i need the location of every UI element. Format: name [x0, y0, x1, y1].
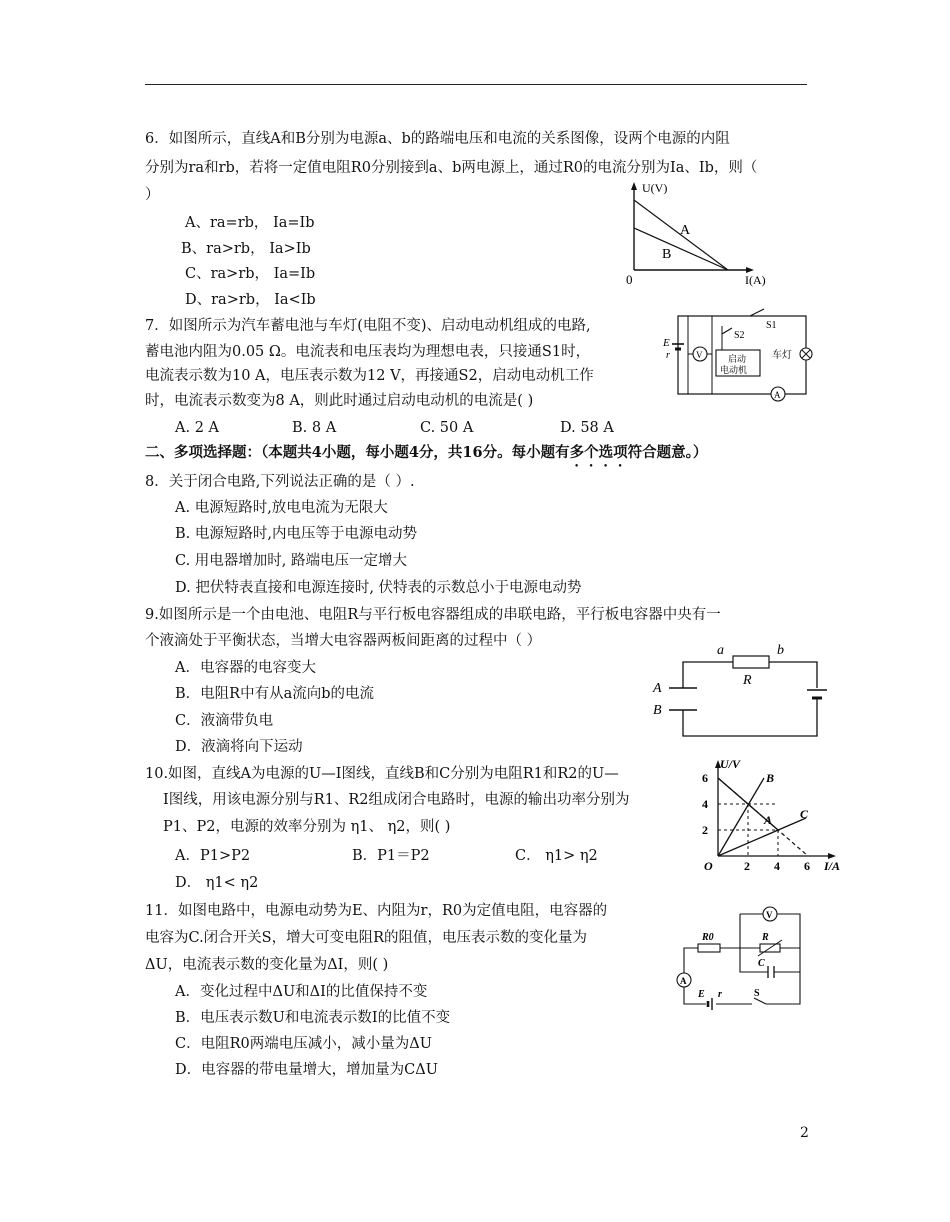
q10-ytick-2: 2 — [702, 823, 708, 837]
q6-label-b: B — [662, 247, 672, 262]
q7-stem-line1: 7．如图所示为汽车蓄电池与车灯(电阻不变)、启动电动机组成的电路, — [145, 318, 591, 334]
q10-stem-line2: I图线，用该电源分别与R1、R2组成闭合电路时，电源的输出功率分别为 — [163, 792, 630, 808]
q11-option-b: B．电压表示数U和电流表示数I的比值不变 — [175, 1010, 451, 1026]
q11-switch-label: S — [754, 988, 760, 999]
q7-option-d: D. 58 A — [560, 420, 614, 436]
q11-R-label: R — [762, 932, 769, 943]
q10-line-c — [718, 818, 806, 856]
page-number: 2 — [800, 1125, 809, 1141]
q6-option-a: A、ra=rb， Ia=Ib — [185, 215, 315, 231]
q6-stem-line1: 6．如图所示，直线A和B分别为电源a、b的路端电压和电流的关系图像，设两个电源的内阻 — [145, 131, 730, 147]
q9-circuit — [645, 640, 835, 745]
q6-option-d: D、ra>rb， Ia<Ib — [185, 292, 316, 308]
q10-xtick-6: 6 — [804, 859, 810, 873]
q8-option-b: B. 电源短路时,内电压等于电源电动势 — [175, 526, 417, 542]
q6-option-c: C、ra>rb， Ia=Ib — [185, 266, 316, 282]
q11-option-c: C．电阻R0两端电压减小，减小量为ΔU — [175, 1036, 432, 1052]
q11-circuit — [668, 900, 818, 1012]
q10-xtick-2: 2 — [744, 859, 750, 873]
q9-label-b: b — [777, 643, 784, 658]
q11-stem-line3: ΔU，电流表示数的变化量为ΔI，则( ) — [145, 957, 389, 973]
q11-stem-line2: 电容为C.闭合开关S，增大可变电阻R的阻值，电压表示数的变化量为 — [145, 930, 588, 946]
q7-stem-line4: 时，电流表示数变为8 A，则此时通过启动电动机的电流是( ) — [145, 393, 534, 409]
q7-switch-s2 — [722, 328, 732, 334]
q10-label-a: A — [764, 813, 773, 827]
q7-circuit — [660, 306, 820, 406]
q9-resistor — [733, 656, 769, 668]
q10-option-c: C． η1> η2 — [515, 848, 598, 864]
section2-heading: 二、多项选择题：（本题共4小题，每小题4分，共16分。每小题有多个选项符合题意。） — [145, 444, 708, 461]
q11-ammeter-label: A — [680, 976, 687, 986]
q10-ytick-4: 4 — [702, 797, 708, 811]
q10-xtick-4: 4 — [774, 859, 780, 873]
q10-line-b — [718, 778, 764, 856]
q7-option-a: A. 2 A — [175, 420, 219, 436]
q9-label-R: R — [743, 673, 752, 688]
q10-stem-line1: 10.如图，直线A为电源的U—I图线，直线B和C分别为电阻R1和R2的U— — [145, 766, 619, 782]
q7-stem-line3: 电流表示数为10 A，电压表示数为12 V，再接通S2，启动电动机工作 — [145, 368, 594, 384]
q7-stem-line2: 蓄电池内阻为0.05 Ω。电流表和电压表均为理想电表，只接通S1时， — [145, 344, 591, 360]
q11-voltmeter-label: V — [766, 910, 773, 920]
q7-s1-label: S1 — [766, 320, 777, 331]
q10-stem-line3: P1、P2，电源的效率分别为 η1、 η2，则( ) — [163, 819, 451, 835]
q7-lamp-label: 车灯 — [772, 350, 792, 361]
q10-label-c: C — [800, 807, 809, 821]
q8-option-d: D. 把伏特表直接和电源连接时, 伏特表的示数总小于电源电动势 — [175, 580, 582, 596]
q7-emf-label: E — [663, 337, 670, 349]
q9-option-a: A．电容器的电容变大 — [175, 660, 316, 676]
q6-y-arrow — [631, 182, 637, 190]
q9-option-c: C．液滴带负电 — [175, 713, 274, 729]
q8-option-c: C. 用电器增加时, 路端电压一定增大 — [175, 553, 408, 569]
q11-stem-line1: 11．如图电路中，电源电动势为E、内阻为r，R0为定值电阻，电容器的 — [145, 903, 608, 919]
q11-r0 — [698, 944, 720, 952]
q7-motor-line2: 电动机 — [720, 365, 748, 375]
q7-switch-s1 — [750, 309, 764, 316]
q11-emf-label: E — [698, 989, 705, 1000]
q10-origin: O — [704, 859, 713, 873]
q9-option-b: B．电阻R中有从a流向b的电流 — [175, 686, 374, 702]
q11-option-a: A．变化过程中ΔU和ΔI的比值保持不变 — [175, 984, 428, 1000]
q7-option-b: B. 8 A — [292, 420, 337, 436]
q6-x-label: I(A) — [745, 273, 766, 287]
q10-label-b: B — [766, 771, 775, 785]
q7-motor-line1: 启动 — [728, 354, 747, 364]
q6-stem-line3: ） — [145, 187, 160, 203]
q9-stem-line1: 9.如图所示是一个由电池、电阻R与平行板电容器组成的串联电路，平行板电容器中央有一 — [145, 607, 721, 623]
q8-option-a: A. 电源短路时,放电电流为无限大 — [175, 500, 388, 516]
q7-option-c: C. 50 A — [420, 420, 474, 436]
q7-ammeter-label: A — [774, 390, 781, 400]
q9-option-d: D．液滴将向下运动 — [175, 739, 303, 755]
q10-y-label: U/V — [720, 757, 741, 771]
q10-ytick-6: 6 — [702, 771, 708, 785]
q7-s2-label: S2 — [734, 330, 745, 341]
header-rule — [145, 84, 807, 85]
q6-origin: 0 — [626, 272, 633, 287]
q6-stem-line2: 分别为ra和rb，若将一定值电阻R0分别接到a、b两电源上，通过R0的电流分别为Ia、Ib，则（ — [145, 160, 758, 176]
q6-y-label: U(V) — [642, 181, 668, 195]
q7-voltmeter-label: V — [696, 350, 703, 360]
q11-r-label: r — [718, 989, 722, 1000]
q11-option-d: D．电容器的带电量增大，增加量为CΔU — [175, 1062, 438, 1078]
q9-bottom-wire — [683, 704, 817, 736]
q10-option-a: A．P1>P2 — [175, 848, 251, 864]
q10-x-label: I/A — [824, 859, 841, 873]
q10-option-b: B．P1＝P2 — [352, 848, 430, 864]
q6-option-b: B、ra>rb， Ia>Ib — [181, 241, 311, 257]
q7-r-label: r — [666, 350, 670, 361]
q11-C-label: C — [758, 958, 765, 969]
q8-stem: 8．关于闭合电路,下列说法正确的是（ ）. — [145, 474, 415, 490]
q9-label-a: a — [717, 643, 724, 658]
q11-r0-label: R0 — [702, 932, 714, 943]
q10-option-d: D． η1< η2 — [175, 875, 259, 891]
q6-ui-graph — [620, 180, 790, 290]
q9-label-B: B — [653, 703, 662, 718]
q9-label-A: A — [653, 681, 662, 696]
q10-ui-graph — [700, 756, 850, 876]
q6-label-a: A — [680, 223, 691, 238]
q9-stem-line2: 个液滴处于平衡状态，当增大电容器两板间距离的过程中（ ） — [145, 633, 542, 649]
